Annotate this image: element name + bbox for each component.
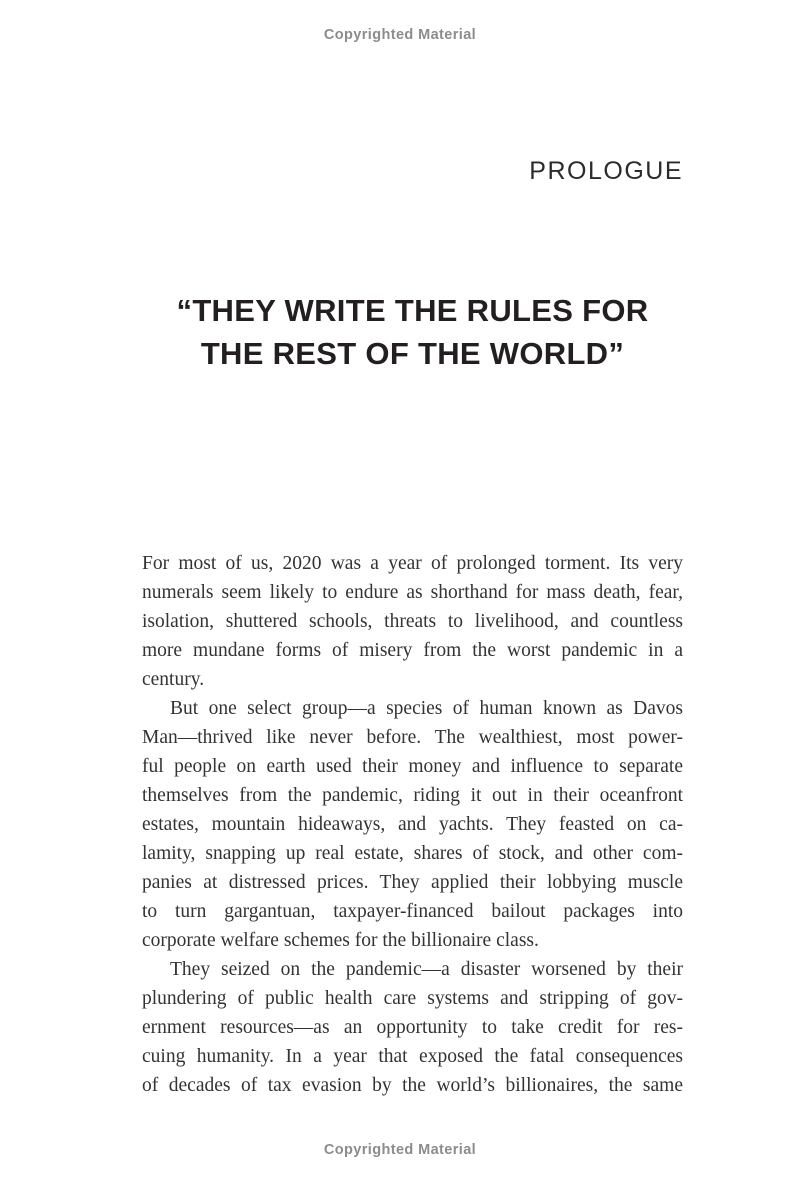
body-line: For most of us, 2020 was a year of prolonged torment. Its very <box>142 553 683 574</box>
body-line: more mundane forms of misery from the worst pandemic in a <box>142 640 683 661</box>
body-line: isolation, shuttered schools, threats to livelihood, and countless <box>142 611 683 632</box>
body-line: estates, mountain hideaways, and yachts. They feasted on ca- <box>142 814 683 835</box>
body-line: ful people on earth used their money and influence to separate <box>142 756 683 777</box>
chapter-title <box>142 289 683 375</box>
body-line: century. <box>142 669 205 690</box>
body-line: But one select group—a species of human known as Davos <box>170 698 683 719</box>
body-line: cuing humanity. In a year that exposed the fatal consequences <box>142 1046 683 1067</box>
body-line: to turn gargantuan, taxpayer-financed bailout packages into <box>142 901 683 922</box>
body-line: of decades of tax evasion by the world’s billionaires, the same <box>142 1075 683 1096</box>
chapter-title-line-1: “THEY WRITE THE RULES FOR <box>176 293 649 328</box>
body-line: ernment resources—as an opportunity to take credit for res- <box>142 1017 683 1038</box>
body-line: numerals seem likely to endure as shorthand for mass death, fear, <box>142 582 683 603</box>
body-line: panies at distressed prices. They applied their lobbying muscle <box>142 872 683 893</box>
watermark-top: Copyrighted Material <box>323 27 477 43</box>
watermark-bottom: Copyrighted Material <box>323 1142 477 1158</box>
body-line: They seized on the pandemic—a disaster worsened by their <box>170 959 683 980</box>
body-line: plundering of public health care systems and stripping of gov- <box>142 988 683 1009</box>
chapter-title-line-2: THE REST OF THE WORLD” <box>200 336 625 371</box>
body-line: Man—thrived like never before. The wealthiest, most power- <box>142 727 683 748</box>
body-line: themselves from the pandemic, riding it out in their oceanfront <box>142 785 683 806</box>
body-text <box>142 549 683 1100</box>
body-line: lamity, snapping up real estate, shares of stock, and other com- <box>142 843 683 864</box>
body-line: corporate welfare schemes for the billionaire class. <box>142 930 539 951</box>
section-label-prologue: PROLOGUE <box>529 157 683 185</box>
